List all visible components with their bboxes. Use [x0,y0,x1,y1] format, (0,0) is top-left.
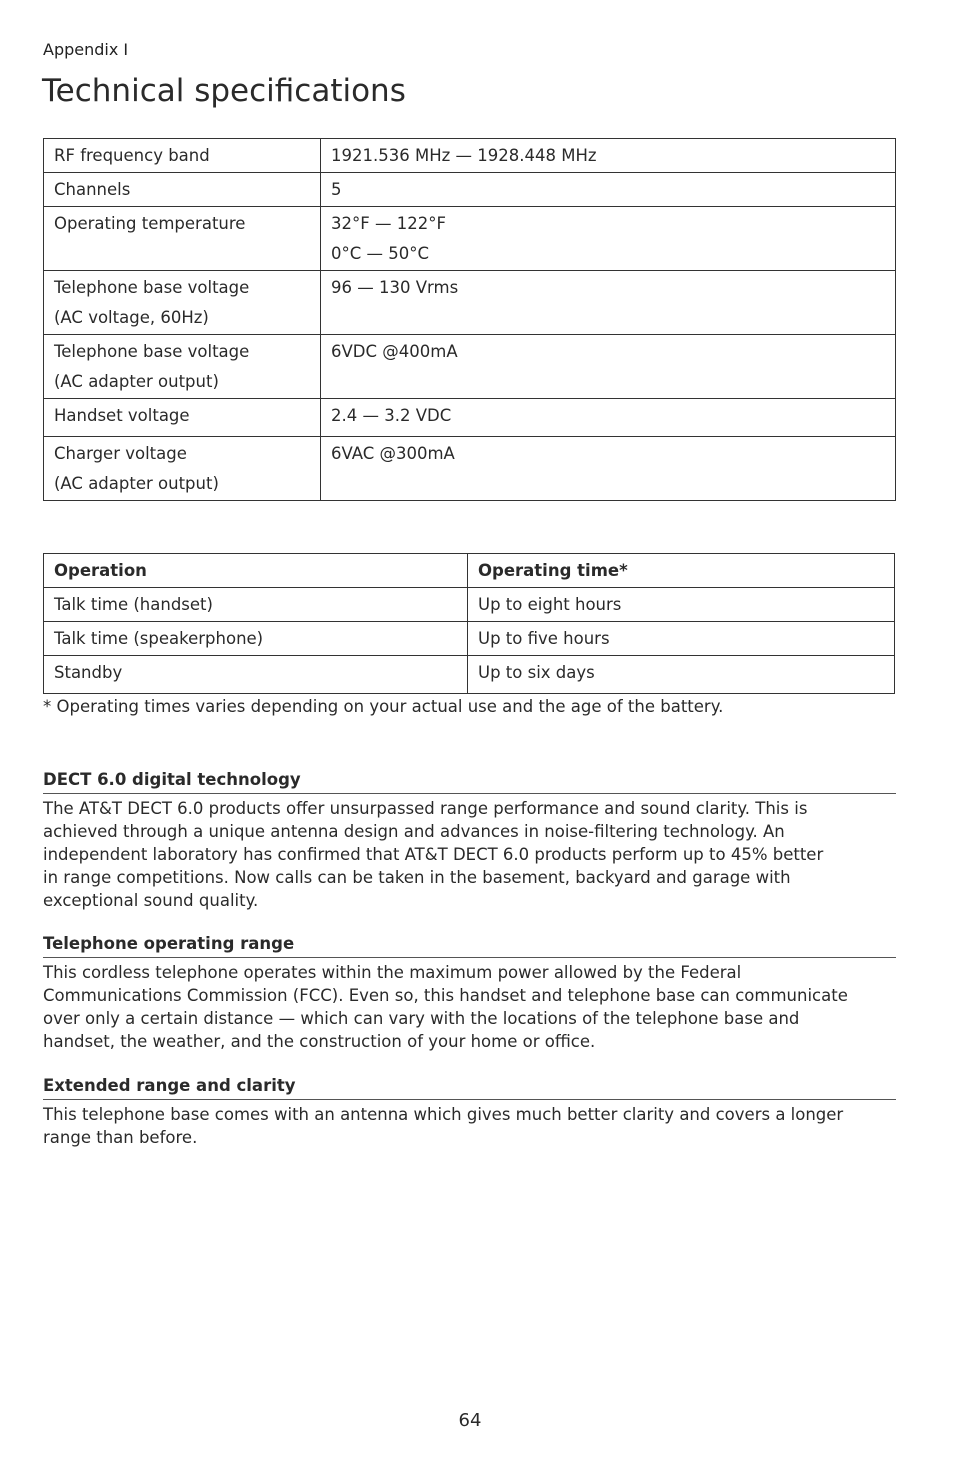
spec-value [321,399,896,437]
table-row [44,622,895,656]
spec-label [44,437,321,501]
spec-label [44,271,321,335]
table-row [44,656,895,694]
page-title: Technical specifications [42,73,406,109]
section-heading: Extended range and clarity [43,1076,896,1100]
spec-row-charger-voltage [44,437,896,501]
spec-label-line: Charger voltage [54,444,187,463]
spec-label-line: Channels [54,180,131,199]
spec-value-line: 32°F — 122°F [331,214,446,233]
section-body [43,1103,896,1149]
body-line: over only a certain distance — which can vary with the locations of the telephone base and [43,1009,800,1028]
operating-time-cell: Up to six days [468,656,895,694]
spec-value [321,139,896,173]
section-heading: DECT 6.0 digital technology [43,770,896,794]
spec-value [321,437,896,501]
spec-value [321,335,896,399]
spec-value [321,207,896,271]
spec-value [321,271,896,335]
body-line: This cordless telephone operates within the maximum power allowed by the Federal [43,963,742,982]
section-operating-range [43,934,896,1053]
body-line: achieved through a unique antenna design and advances in noise-filtering technology. An [43,822,785,841]
spec-value [321,173,896,207]
body-line: Communications Commission (FCC). Even so, this handset and telephone base can communicate [43,986,848,1005]
spec-label [44,335,321,399]
body-line: The AT&T DECT 6.0 products offer unsurpassed range performance and sound clarity. This is [43,799,808,818]
spec-label-line: Telephone base voltage [54,278,250,297]
spec-value-line: 0°C — 50°C [331,244,430,263]
operating-time-column-header: Operating time* [468,554,895,588]
operation-column-header: Operation [44,554,468,588]
spec-row-base-voltage-adapter [44,335,896,399]
section-body [43,961,896,1053]
body-line: independent laboratory has confirmed that AT&T DECT 6.0 products perform up to 45% better [43,845,824,864]
spec-label [44,173,321,207]
spec-label-line: Telephone base voltage [54,342,250,361]
spec-row-rf-frequency [44,139,896,173]
spec-label-line: (AC voltage, 60Hz) [54,308,209,327]
operating-time-cell: Up to eight hours [468,588,895,622]
operation-header-row [44,554,895,588]
spec-value-line: 6VDC @400mA [331,342,458,361]
operating-time-footnote: * Operating times varies depending on your actual use and the age of the battery. [43,697,724,716]
spec-label [44,399,321,437]
spec-label-line: Handset voltage [54,406,190,425]
spec-row-operating-temperature [44,207,896,271]
section-dect-technology [43,770,896,912]
operation-cell: Standby [44,656,468,694]
spec-label-line: RF frequency band [54,146,210,165]
appendix-label: Appendix I [43,40,129,59]
operation-table [43,553,895,694]
section-extended-range [43,1076,896,1149]
spec-label-line: (AC adapter output) [54,372,219,391]
section-heading: Telephone operating range [43,934,896,958]
spec-value-line: 2.4 — 3.2 VDC [331,406,452,425]
spec-table [43,138,896,501]
spec-value-line: 96 — 130 Vrms [331,278,459,297]
spec-label-line: (AC adapter output) [54,474,219,493]
operation-cell: Talk time (handset) [44,588,468,622]
spec-row-handset-voltage [44,399,896,437]
spec-value-line: 1921.536 MHz — 1928.448 MHz [331,146,597,165]
body-line: in range competitions. Now calls can be taken in the basement, backyard and garage with [43,868,791,887]
operation-cell: Talk time (speakerphone) [44,622,468,656]
page-number: 64 [458,1410,482,1431]
spec-label-line: Operating temperature [54,214,246,233]
body-line: exceptional sound quality. [43,891,259,910]
spec-label [44,207,321,271]
operating-time-cell: Up to five hours [468,622,895,656]
body-line: This telephone base comes with an antenna which gives much better clarity and covers a longer [43,1105,844,1124]
spec-row-base-voltage-ac [44,271,896,335]
body-line: handset, the weather, and the construction of your home or office. [43,1032,596,1051]
body-line: range than before. [43,1128,198,1147]
spec-row-channels [44,173,896,207]
section-body [43,797,896,912]
spec-value-line: 5 [331,180,342,199]
spec-value-line: 6VAC @300mA [331,444,455,463]
spec-label [44,139,321,173]
table-row [44,588,895,622]
